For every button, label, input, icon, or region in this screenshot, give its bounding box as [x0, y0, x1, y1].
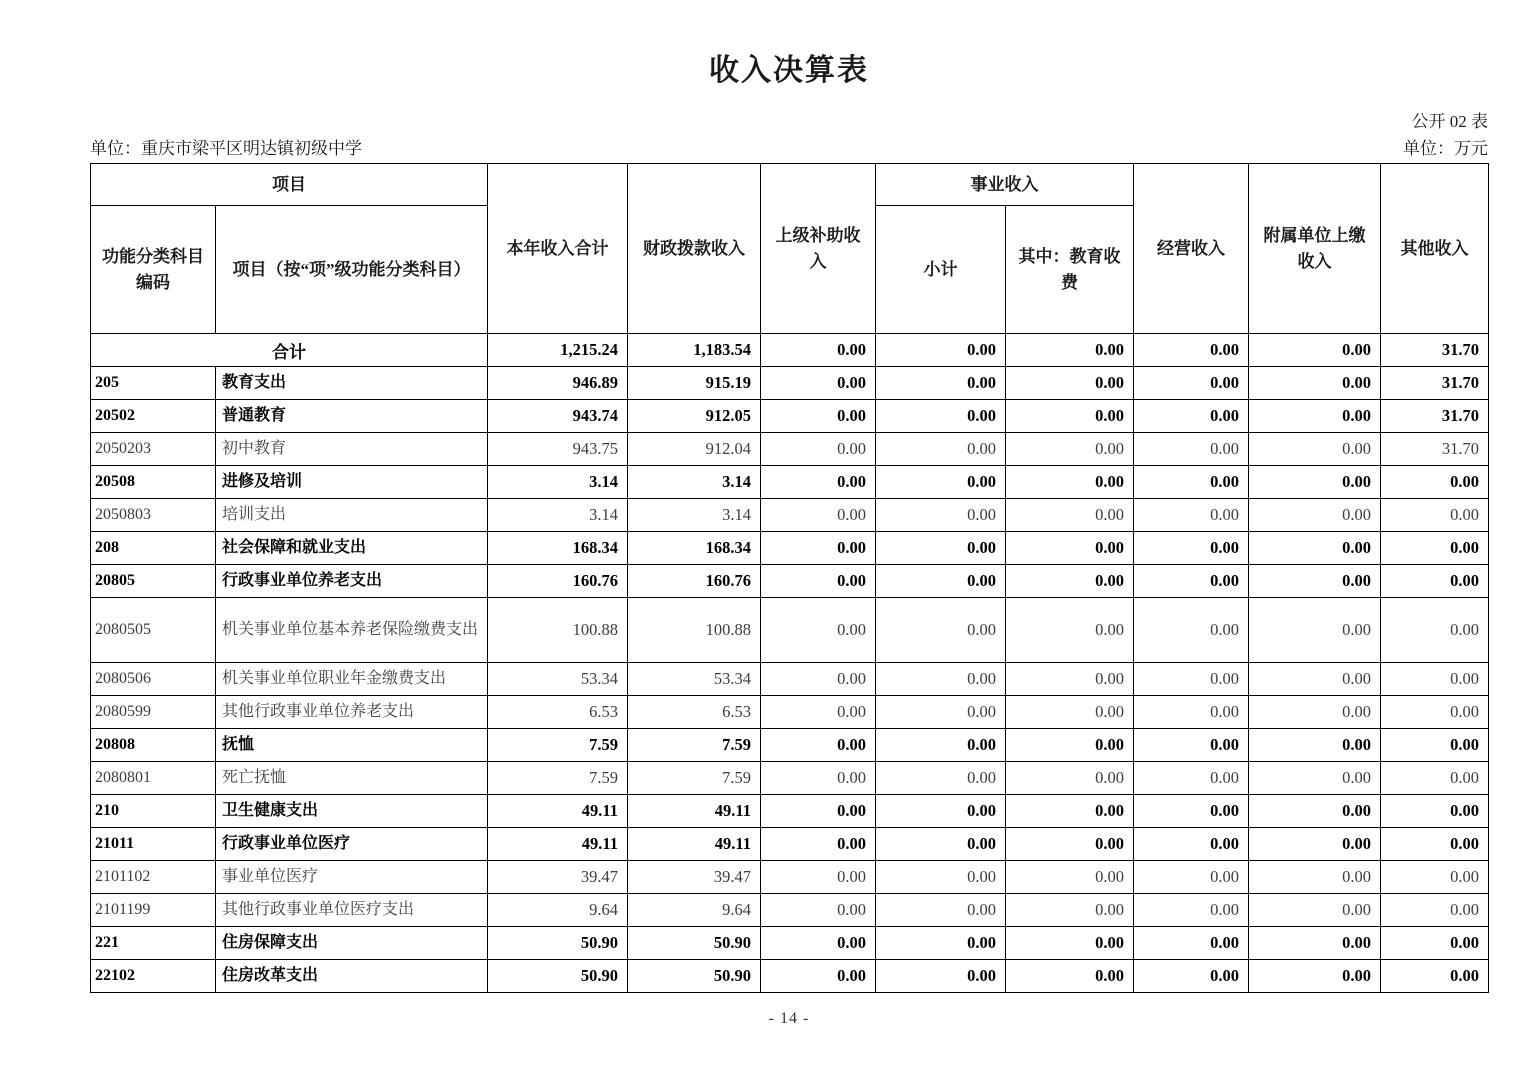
- row-value: 943.75: [488, 433, 628, 466]
- row-value: 0.00: [1134, 466, 1249, 499]
- row-value: 0.00: [876, 729, 1006, 762]
- row-code: 208: [91, 532, 216, 565]
- row-value: 0.00: [1381, 696, 1489, 729]
- page-title: 收入决算表: [709, 54, 869, 87]
- row-value: 0.00: [1249, 400, 1381, 433]
- row-code: 21011: [91, 828, 216, 861]
- row-value: 0.00: [876, 367, 1006, 400]
- table-row: [91, 828, 1489, 861]
- row-value: 0.00: [1249, 367, 1381, 400]
- row-value: 0.00: [1249, 927, 1381, 960]
- row-value: 912.05: [628, 400, 761, 433]
- row-item: 机关事业单位基本养老保险缴费支出: [216, 598, 488, 663]
- row-value: 160.76: [628, 565, 761, 598]
- row-value: 0.00: [1381, 663, 1489, 696]
- row-value: 50.90: [488, 960, 628, 993]
- row-code: 205: [91, 367, 216, 400]
- row-value: 0.00: [761, 400, 876, 433]
- table-row: [91, 367, 1489, 400]
- row-value: 0.00: [876, 861, 1006, 894]
- row-item: 其他行政事业单位养老支出: [216, 696, 488, 729]
- row-value: 0.00: [1249, 729, 1381, 762]
- row-value: 0.00: [876, 466, 1006, 499]
- row-value: 100.88: [628, 598, 761, 663]
- row-value: 0.00: [1249, 466, 1381, 499]
- row-value: 0.00: [876, 762, 1006, 795]
- row-value: 0.00: [1134, 532, 1249, 565]
- row-value: 0.00: [876, 598, 1006, 663]
- row-code: 2050203: [91, 433, 216, 466]
- row-item: 社会保障和就业支出: [216, 532, 488, 565]
- row-value: 7.59: [628, 762, 761, 795]
- table-row: [91, 663, 1489, 696]
- unit-name: 单位：重庆市梁平区明达镇初级中学: [90, 139, 362, 158]
- row-value: 0.00: [1381, 861, 1489, 894]
- unit-currency: 单位：万元: [1403, 139, 1488, 158]
- row-value: 9.64: [628, 894, 761, 927]
- row-value: 6.53: [488, 696, 628, 729]
- row-value: 915.19: [628, 367, 761, 400]
- row-code: 2080506: [91, 663, 216, 696]
- row-item: 进修及培训: [216, 466, 488, 499]
- row-value: 0.00: [761, 499, 876, 532]
- row-value: 0.00: [1006, 894, 1134, 927]
- row-value: 0.00: [1134, 828, 1249, 861]
- row-value: 0.00: [1381, 565, 1489, 598]
- row-value: 0.00: [1006, 696, 1134, 729]
- row-value: 0.00: [1381, 598, 1489, 663]
- table-row: [91, 598, 1489, 663]
- row-value: 0.00: [1006, 960, 1134, 993]
- table-row: [91, 400, 1489, 433]
- row-value: 0.00: [761, 433, 876, 466]
- row-value: 31.70: [1381, 367, 1489, 400]
- row-value: 0.00: [1006, 762, 1134, 795]
- header-subtotal: 小计: [876, 206, 1006, 334]
- row-value: 0.00: [1381, 960, 1489, 993]
- row-value: 0.00: [1134, 729, 1249, 762]
- row-value: 0.00: [876, 696, 1006, 729]
- row-code: 2101199: [91, 894, 216, 927]
- header-total-income: 本年收入合计: [488, 164, 628, 334]
- row-value: 0.00: [1381, 927, 1489, 960]
- row-value: 168.34: [628, 532, 761, 565]
- row-value: 0.00: [1249, 565, 1381, 598]
- row-item: 行政事业单位养老支出: [216, 565, 488, 598]
- row-value: 0.00: [1249, 433, 1381, 466]
- row-value: 0.00: [761, 367, 876, 400]
- row-value: 0.00: [1006, 828, 1134, 861]
- row-value: 31.70: [1381, 334, 1489, 367]
- row-value: 0.00: [876, 663, 1006, 696]
- row-value: 0.00: [1006, 532, 1134, 565]
- row-item: 机关事业单位职业年金缴费支出: [216, 663, 488, 696]
- row-value: 0.00: [1381, 828, 1489, 861]
- row-code: 22102: [91, 960, 216, 993]
- row-value: 0.00: [1006, 334, 1134, 367]
- row-value: 0.00: [1006, 433, 1134, 466]
- row-value: 0.00: [1381, 499, 1489, 532]
- table-row: [91, 334, 1489, 367]
- row-value: 0.00: [1381, 532, 1489, 565]
- page-number: - 14 -: [768, 1010, 810, 1027]
- row-value: 0.00: [1006, 729, 1134, 762]
- row-value: 0.00: [1381, 795, 1489, 828]
- table-row: [91, 466, 1489, 499]
- row-item: 抚恤: [216, 729, 488, 762]
- row-value: 0.00: [876, 927, 1006, 960]
- row-value: 0.00: [876, 499, 1006, 532]
- row-value: 53.34: [628, 663, 761, 696]
- row-value: 0.00: [1006, 400, 1134, 433]
- row-value: 0.00: [1134, 367, 1249, 400]
- row-value: 0.00: [876, 894, 1006, 927]
- row-value: 0.00: [761, 565, 876, 598]
- row-item: 住房保障支出: [216, 927, 488, 960]
- table-row: [91, 861, 1489, 894]
- row-value: 0.00: [876, 960, 1006, 993]
- row-value: 0.00: [1006, 663, 1134, 696]
- table-tag: 公开 02 表: [1411, 112, 1488, 131]
- table-row: [91, 729, 1489, 762]
- row-code: 2050803: [91, 499, 216, 532]
- row-item: 教育支出: [216, 367, 488, 400]
- row-value: 0.00: [1006, 565, 1134, 598]
- row-value: 0.00: [1006, 598, 1134, 663]
- row-value: 39.47: [628, 861, 761, 894]
- row-code: 20805: [91, 565, 216, 598]
- table-row: [91, 927, 1489, 960]
- row-value: 7.59: [488, 762, 628, 795]
- table-row: [91, 499, 1489, 532]
- row-value: 0.00: [761, 828, 876, 861]
- row-value: 0.00: [1006, 367, 1134, 400]
- row-code: 221: [91, 927, 216, 960]
- row-value: 0.00: [1249, 960, 1381, 993]
- row-value: 0.00: [1249, 598, 1381, 663]
- row-value: 0.00: [1134, 795, 1249, 828]
- row-value: 0.00: [761, 861, 876, 894]
- row-value: 53.34: [488, 663, 628, 696]
- row-value: 0.00: [761, 762, 876, 795]
- row-item: 其他行政事业单位医疗支出: [216, 894, 488, 927]
- table-row: [91, 762, 1489, 795]
- row-value: 0.00: [1249, 334, 1381, 367]
- row-value: 0.00: [761, 466, 876, 499]
- row-value: 0.00: [1249, 861, 1381, 894]
- row-value: 946.89: [488, 367, 628, 400]
- row-value: 3.14: [628, 499, 761, 532]
- row-item: 卫生健康支出: [216, 795, 488, 828]
- header-business-income-group: 事业收入: [876, 164, 1134, 206]
- row-item: 初中教育: [216, 433, 488, 466]
- row-value: 50.90: [628, 927, 761, 960]
- row-value: 7.59: [628, 729, 761, 762]
- row-value: 0.00: [1134, 433, 1249, 466]
- row-value: 0.00: [1249, 828, 1381, 861]
- row-item: 培训支出: [216, 499, 488, 532]
- row-value: 31.70: [1381, 400, 1489, 433]
- table-row: [91, 433, 1489, 466]
- row-value: 0.00: [1381, 729, 1489, 762]
- row-code: 20808: [91, 729, 216, 762]
- row-value: 0.00: [761, 532, 876, 565]
- row-value: 39.47: [488, 861, 628, 894]
- row-code: 2080505: [91, 598, 216, 663]
- row-value: 0.00: [876, 334, 1006, 367]
- row-code: 210: [91, 795, 216, 828]
- row-value: 0.00: [876, 433, 1006, 466]
- row-value: 0.00: [1381, 894, 1489, 927]
- row-value: 912.04: [628, 433, 761, 466]
- table-row: [91, 532, 1489, 565]
- row-item: 行政事业单位医疗: [216, 828, 488, 861]
- row-value: 0.00: [1006, 861, 1134, 894]
- row-value: 0.00: [1249, 663, 1381, 696]
- row-code: 20502: [91, 400, 216, 433]
- row-item: 死亡抚恤: [216, 762, 488, 795]
- row-value: 0.00: [1134, 960, 1249, 993]
- row-value: 0.00: [1249, 795, 1381, 828]
- row-value: 0.00: [876, 828, 1006, 861]
- row-value: 0.00: [761, 960, 876, 993]
- table-row: [91, 565, 1489, 598]
- row-value: 0.00: [761, 696, 876, 729]
- row-value: 3.14: [628, 466, 761, 499]
- header-row-top: [91, 164, 1489, 206]
- row-value: 0.00: [1134, 762, 1249, 795]
- row-value: 0.00: [761, 663, 876, 696]
- row-value: 0.00: [761, 927, 876, 960]
- income-table: [90, 163, 1489, 993]
- row-item: 住房改革支出: [216, 960, 488, 993]
- row-value: 0.00: [1134, 927, 1249, 960]
- header-other-income: 其他收入: [1381, 164, 1489, 334]
- row-value: 7.59: [488, 729, 628, 762]
- header-superior-subsidy: 上级补助收入: [761, 164, 876, 334]
- unit-line: [90, 138, 1488, 160]
- row-value: 50.90: [628, 960, 761, 993]
- table-body: [91, 334, 1489, 993]
- row-value: 168.34: [488, 532, 628, 565]
- row-code: 20508: [91, 466, 216, 499]
- row-value: 0.00: [1134, 861, 1249, 894]
- row-value: 0.00: [1134, 894, 1249, 927]
- row-value: 0.00: [876, 400, 1006, 433]
- row-value: 943.74: [488, 400, 628, 433]
- header-operating-income: 经营收入: [1134, 164, 1249, 334]
- row-value: 49.11: [628, 828, 761, 861]
- row-value: 0.00: [876, 795, 1006, 828]
- row-value: 0.00: [876, 532, 1006, 565]
- row-code: 2101102: [91, 861, 216, 894]
- row-value: 0.00: [1381, 466, 1489, 499]
- table-row: [91, 894, 1489, 927]
- row-value: 0.00: [1249, 499, 1381, 532]
- row-value: 0.00: [1134, 696, 1249, 729]
- header-project-group: 项目: [91, 164, 488, 206]
- row-value: 0.00: [1006, 927, 1134, 960]
- row-value: 0.00: [1134, 499, 1249, 532]
- row-code: 2080599: [91, 696, 216, 729]
- row-value: 0.00: [761, 598, 876, 663]
- row-value: 3.14: [488, 466, 628, 499]
- header-item-name: 项目（按“项”级功能分类科目）: [216, 206, 488, 334]
- row-value: 0.00: [761, 334, 876, 367]
- row-value: 49.11: [488, 795, 628, 828]
- row-value: 0.00: [1006, 795, 1134, 828]
- row-value: 6.53: [628, 696, 761, 729]
- row-value: 0.00: [1134, 663, 1249, 696]
- row-value: 3.14: [488, 499, 628, 532]
- row-value: 0.00: [761, 795, 876, 828]
- row-item: 事业单位医疗: [216, 861, 488, 894]
- row-value: 0.00: [1249, 762, 1381, 795]
- row-value: 0.00: [761, 729, 876, 762]
- row-code: 2080801: [91, 762, 216, 795]
- row-value: 9.64: [488, 894, 628, 927]
- table-row: [91, 960, 1489, 993]
- row-item: 普通教育: [216, 400, 488, 433]
- row-value: 0.00: [1006, 499, 1134, 532]
- table-row: [91, 696, 1489, 729]
- row-value: 0.00: [1249, 532, 1381, 565]
- row-value: 160.76: [488, 565, 628, 598]
- row-value: 50.90: [488, 927, 628, 960]
- header-function-code: 功能分类科目编码: [91, 206, 216, 334]
- row-value: 0.00: [1249, 696, 1381, 729]
- row-value: 0.00: [1249, 894, 1381, 927]
- row-value: 0.00: [1134, 400, 1249, 433]
- row-value: 100.88: [488, 598, 628, 663]
- row-value: 0.00: [1134, 334, 1249, 367]
- row-total-label: 合计: [91, 334, 488, 367]
- header-fiscal-income: 财政拨款收入: [628, 164, 761, 334]
- row-value: 1,183.54: [628, 334, 761, 367]
- table-row: [91, 795, 1489, 828]
- row-value: 0.00: [1134, 565, 1249, 598]
- row-value: 0.00: [876, 565, 1006, 598]
- row-value: 31.70: [1381, 433, 1489, 466]
- row-value: 0.00: [1006, 466, 1134, 499]
- document-sheet: [90, 0, 1488, 1028]
- row-value: 49.11: [488, 828, 628, 861]
- row-value: 49.11: [628, 795, 761, 828]
- row-value: 1,215.24: [488, 334, 628, 367]
- row-value: 0.00: [1134, 598, 1249, 663]
- header-affiliated-income: 附属单位上缴收入: [1249, 164, 1381, 334]
- row-value: 0.00: [1381, 762, 1489, 795]
- header-education-fee: 其中：教育收费: [1006, 206, 1134, 334]
- row-value: 0.00: [761, 894, 876, 927]
